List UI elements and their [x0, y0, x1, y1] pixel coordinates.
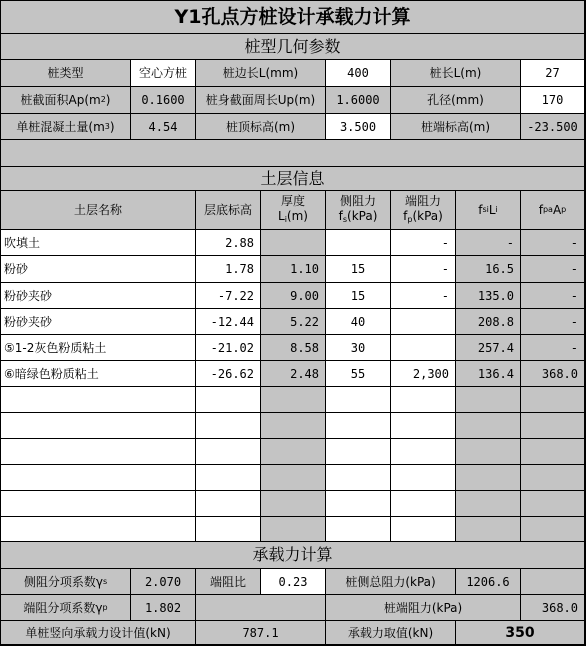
capacity-blank-1 [521, 569, 585, 595]
soil-cell-side[interactable] [326, 517, 391, 542]
soil-cell-fsl: 16.5 [456, 256, 521, 283]
soil-cell-thick: 8.58 [261, 335, 326, 361]
soil-cell-bottom[interactable] [196, 387, 261, 413]
pile-length-label: 桩长L(m) [391, 60, 521, 87]
geometry-heading: 桩型几何参数 [1, 34, 585, 60]
design-value: 787.1 [196, 621, 326, 645]
soil-cell-bottom[interactable]: -7.22 [196, 283, 261, 309]
soil-cell-fpa: - [521, 309, 585, 335]
soil-cell-end[interactable] [391, 465, 456, 491]
soil-cell-thick [261, 439, 326, 465]
soil-cell-fpa [521, 439, 585, 465]
soil-heading: 土层信息 [1, 167, 585, 191]
total-side-label: 桩侧总阻力(kPa) [326, 569, 456, 595]
soil-cell-name[interactable]: 粉砂 [1, 256, 196, 283]
soil-cell-fsl [456, 491, 521, 517]
area-label: 桩截面积Ap(m 2 ) [1, 87, 131, 114]
pile-type-label: 桩类型 [1, 60, 131, 87]
soil-cell-name[interactable] [1, 465, 196, 491]
soil-cell-end[interactable]: 2,300 [391, 361, 456, 387]
soil-cell-name[interactable]: 粉砂夹砂 [1, 283, 196, 309]
soil-cell-fsl [456, 465, 521, 491]
soil-cell-bottom[interactable] [196, 465, 261, 491]
area-value: 0.1600 [131, 87, 196, 114]
end-factor-value: 1.802 [131, 595, 196, 621]
pile-length-value[interactable]: 27 [521, 60, 585, 87]
hole-label: 孔径(mm) [391, 87, 521, 114]
soil-cell-thick [261, 465, 326, 491]
soil-cell-fpa: - [521, 283, 585, 309]
soil-cell-bottom[interactable] [196, 517, 261, 542]
col-header-name: 土层名称 [1, 191, 196, 230]
soil-cell-side[interactable]: 30 [326, 335, 391, 361]
soil-cell-name[interactable] [1, 439, 196, 465]
capacity-blank-2 [196, 595, 326, 621]
spacer-band [1, 140, 585, 167]
soil-cell-name[interactable]: 吹填土 [1, 230, 196, 256]
soil-cell-fpa [521, 387, 585, 413]
soil-cell-fpa: - [521, 335, 585, 361]
soil-cell-name[interactable] [1, 491, 196, 517]
soil-cell-thick: 2.48 [261, 361, 326, 387]
soil-cell-bottom[interactable]: -12.44 [196, 309, 261, 335]
soil-cell-side[interactable] [326, 387, 391, 413]
perimeter-value: 1.6000 [326, 87, 391, 114]
soil-cell-name[interactable]: 粉砂夹砂 [1, 309, 196, 335]
soil-cell-fsl [456, 413, 521, 439]
side-length-label: 桩边长L(mm) [196, 60, 326, 87]
concrete-value: 4.54 [131, 114, 196, 140]
sheet-title: Y1孔点方桩设计承载力计算 [1, 1, 585, 34]
soil-cell-name[interactable] [1, 517, 196, 542]
soil-cell-end[interactable] [391, 309, 456, 335]
soil-cell-end[interactable] [391, 491, 456, 517]
soil-cell-fpa: 368.0 [521, 361, 585, 387]
soil-cell-end[interactable] [391, 413, 456, 439]
hole-value[interactable]: 170 [521, 87, 585, 114]
soil-cell-side[interactable]: 15 [326, 256, 391, 283]
soil-cell-thick: 1.10 [261, 256, 326, 283]
soil-cell-side[interactable] [326, 465, 391, 491]
soil-cell-thick [261, 517, 326, 542]
pile-type-value[interactable]: 空心方桩 [131, 60, 196, 87]
soil-cell-bottom[interactable] [196, 491, 261, 517]
soil-cell-side[interactable] [326, 439, 391, 465]
soil-cell-name[interactable]: ⑤1-2灰色粉质粘土 [1, 335, 196, 361]
end-resist-label: 桩端阻力(kPa) [326, 595, 521, 621]
total-side-value: 1206.6 [456, 569, 521, 595]
end-resist-value: 368.0 [521, 595, 585, 621]
soil-cell-fsl [456, 517, 521, 542]
col-header-fsl: f si L i [456, 191, 521, 230]
soil-cell-fsl: 208.8 [456, 309, 521, 335]
soil-cell-fsl: 135.0 [456, 283, 521, 309]
soil-cell-bottom[interactable] [196, 413, 261, 439]
soil-cell-fsl: 257.4 [456, 335, 521, 361]
top-elev-value[interactable]: 3.500 [326, 114, 391, 140]
col-header-side: 侧阻力 $f_s(kPa)$ [326, 191, 391, 230]
col-header-fpa: f pa A p [521, 191, 585, 230]
soil-cell-name[interactable] [1, 387, 196, 413]
soil-cell-thick: 9.00 [261, 283, 326, 309]
soil-cell-side[interactable] [326, 491, 391, 517]
soil-cell-fsl [456, 387, 521, 413]
end-ratio-label: 端阻比 [196, 569, 261, 595]
soil-cell-fpa [521, 413, 585, 439]
col-header-thickness: 厚度 $L_i(m)$ [261, 191, 326, 230]
design-label: 单桩竖向承载力设计值(kN) [1, 621, 196, 645]
adopted-value[interactable]: 350 [456, 621, 585, 645]
col-header-bottom: 层底标高 [196, 191, 261, 230]
adopted-label: 承载力取值(kN) [326, 621, 456, 645]
soil-cell-side[interactable] [326, 413, 391, 439]
soil-cell-bottom[interactable]: 1.78 [196, 256, 261, 283]
soil-cell-thick [261, 413, 326, 439]
soil-cell-name[interactable] [1, 413, 196, 439]
tip-elev-value: -23.500 [521, 114, 585, 140]
soil-cell-thick [261, 387, 326, 413]
soil-cell-bottom[interactable]: -26.62 [196, 361, 261, 387]
soil-cell-fsl [456, 439, 521, 465]
soil-cell-thick [261, 230, 326, 256]
side-factor-label: 侧阻分项系数γ s [1, 569, 131, 595]
soil-cell-end[interactable]: - [391, 256, 456, 283]
side-length-value[interactable]: 400 [326, 60, 391, 87]
top-elev-label: 桩顶标高(m) [196, 114, 326, 140]
capacity-heading: 承载力计算 [1, 542, 585, 569]
soil-cell-side[interactable]: 15 [326, 283, 391, 309]
soil-cell-end[interactable]: - [391, 283, 456, 309]
soil-cell-end[interactable] [391, 335, 456, 361]
soil-cell-bottom[interactable]: -21.02 [196, 335, 261, 361]
perimeter-label: 桩身截面周长Up(m) [196, 87, 326, 114]
soil-cell-side[interactable]: 40 [326, 309, 391, 335]
end-ratio-value[interactable]: 0.23 [261, 569, 326, 595]
soil-cell-fpa [521, 465, 585, 491]
soil-cell-bottom[interactable]: 2.88 [196, 230, 261, 256]
end-factor-label: 端阻分项系数γ p [1, 595, 131, 621]
soil-cell-fsl: - [456, 230, 521, 256]
soil-cell-fpa [521, 491, 585, 517]
soil-cell-fpa: - [521, 230, 585, 256]
side-factor-value: 2.070 [131, 569, 196, 595]
soil-cell-side[interactable]: 55 [326, 361, 391, 387]
soil-cell-fpa [521, 517, 585, 542]
soil-cell-fpa: - [521, 256, 585, 283]
soil-cell-end[interactable] [391, 387, 456, 413]
tip-elev-label: 桩端标高(m) [391, 114, 521, 140]
soil-cell-end[interactable] [391, 439, 456, 465]
concrete-label: 单桩混凝土量(m 3 ) [1, 114, 131, 140]
soil-cell-thick [261, 491, 326, 517]
soil-cell-name[interactable]: ⑥暗绿色粉质粘土 [1, 361, 196, 387]
soil-cell-side[interactable] [326, 230, 391, 256]
soil-cell-bottom[interactable] [196, 439, 261, 465]
soil-cell-fsl: 136.4 [456, 361, 521, 387]
soil-cell-thick: 5.22 [261, 309, 326, 335]
soil-cell-end[interactable] [391, 517, 456, 542]
soil-cell-end[interactable]: - [391, 230, 456, 256]
col-header-end: 端阻力 $f_p(kPa)$ [391, 191, 456, 230]
